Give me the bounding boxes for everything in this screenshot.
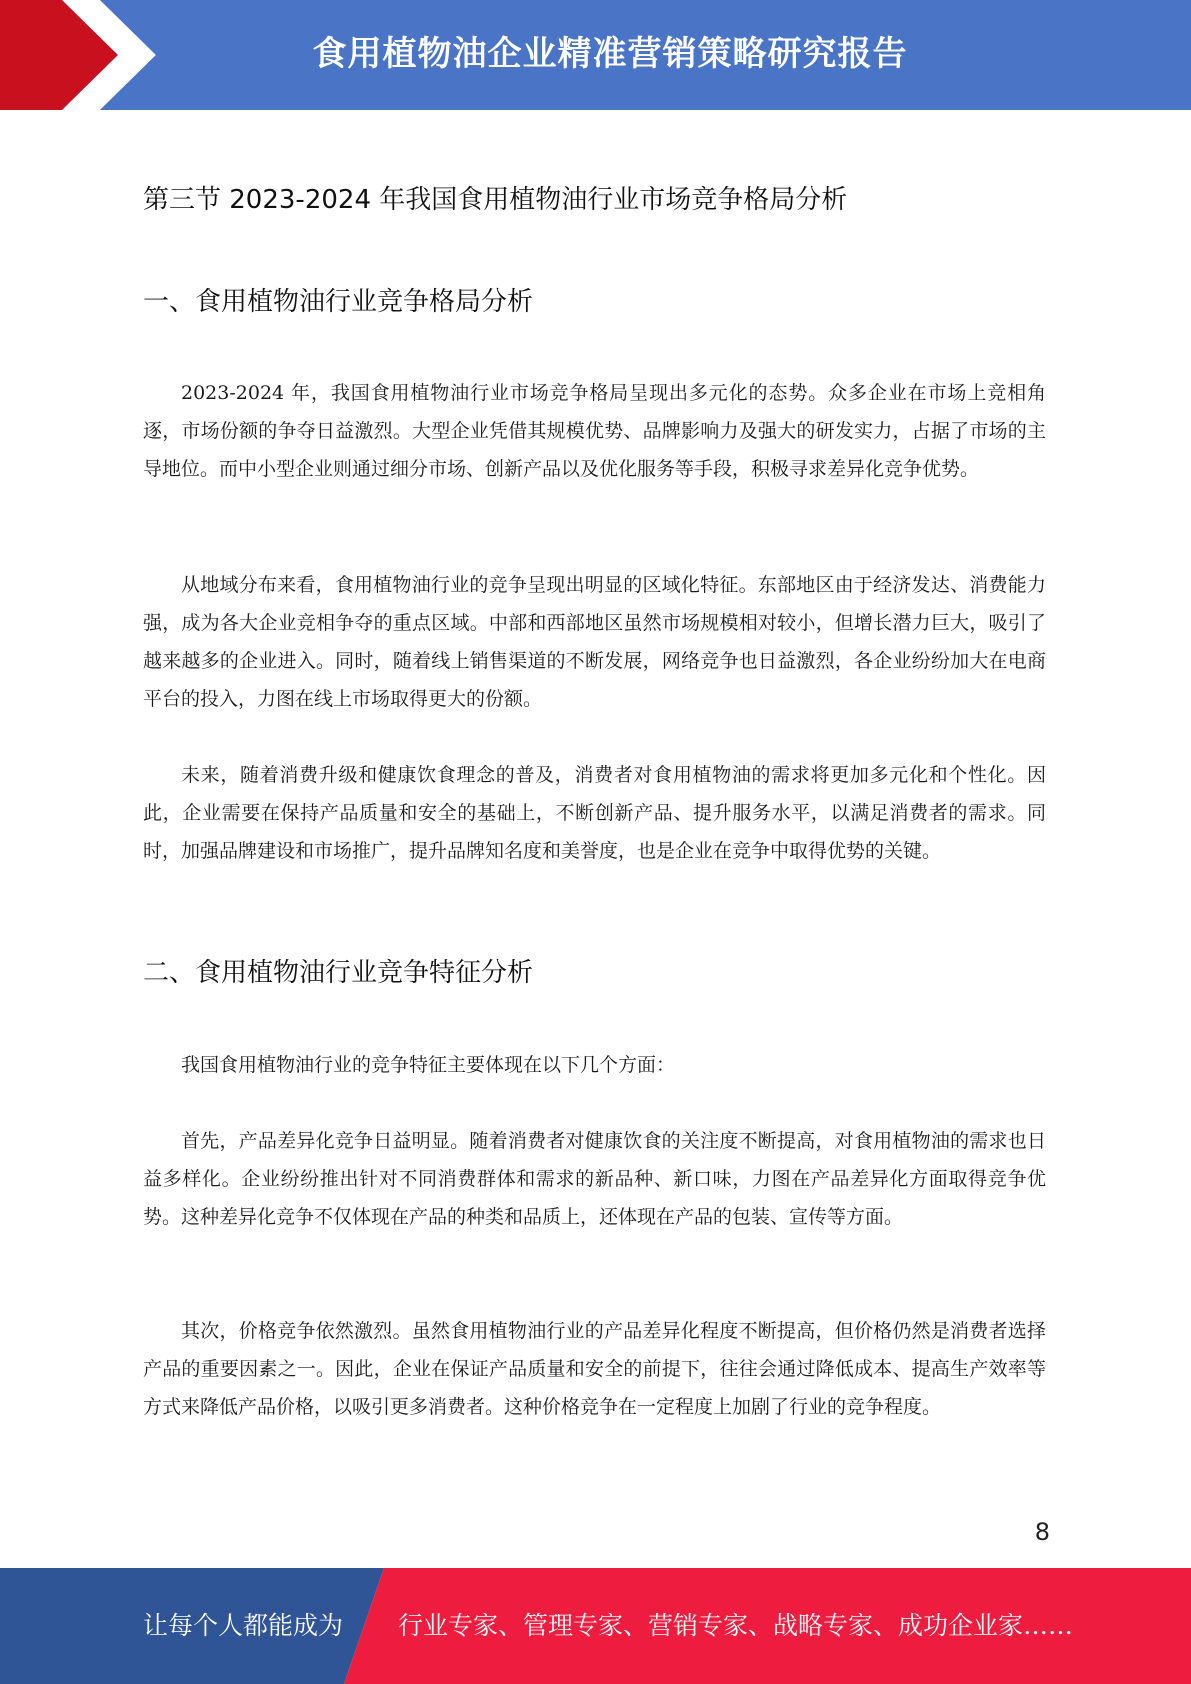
report-title: 食用植物油企业精准营销策略研究报告 (312, 34, 908, 74)
footer-slogan-left: 让每个人都能成为 (143, 1611, 344, 1640)
section-title: 第三节 2023-2024 年我国食用植物油行业市场竞争格局分析 (143, 185, 848, 215)
footer-slogan-right: 行业专家、管理专家、营销专家、战略专家、成功企业家…… (398, 1611, 1074, 1640)
part2-paragraph-1: 我国食用植物油行业的竞争特征主要体现在以下几个方面： (181, 1054, 676, 1076)
part1-paragraph-3: 未来，随着消费升级和健康饮食理念的普及，消费者对食用植物油的需求将更加多元化和个性化。因此，企业需要在保持产品质量和安全的基础上，不断创新产品、提升服务水平，以满足消费者的需求。同时，加强品牌建设和市场推广，提升品牌知名度和美誉度，也是企业在竞争中取得优势的关键。 (143, 764, 1046, 862)
footer-banner (0, 1568, 1191, 1684)
part2-paragraph-2: 首先，产品差异化竞争日益明显。随着消费者对健康饮食的关注度不断提高，对食用植物油的需求也日益多样化。企业纷纷推出针对不同消费群体和需求的新品种、新口味，力图在产品差异化方面取得竞争优势。这种差异化竞争不仅体现在产品的种类和品质上，还体现在产品的包装、宣传等方面。 (143, 1130, 1046, 1228)
part1-heading: 一、食用植物油行业竞争格局分析 (143, 287, 534, 317)
page-number: 8 (1034, 1518, 1050, 1546)
header-banner (0, 0, 1191, 110)
part2-paragraph-3: 其次，价格竞争依然激烈。虽然食用植物油行业的产品差异化程度不断提高，但价格仍然是消费者选择产品的重要因素之一。因此，企业在保证产品质量和安全的前提下，往往会通过降低成本、提高生产效率等方式来降低产品价格，以吸引更多消费者。这种价格竞争在一定程度上加剧了行业的竞争程度。 (143, 1320, 1046, 1418)
part1-paragraph-1: 2023-2024 年，我国食用植物油行业市场竞争格局呈现出多元化的态势。众多企业在市场上竞相角逐，市场份额的争夺日益激烈。大型企业凭借其规模优势、品牌影响力及强大的研发实力，占据了市场的主导地位。而中小型企业则通过细分市场、创新产品以及优化服务等手段，积极寻求差异化竞争优势。 (143, 382, 1046, 480)
part1-paragraph-2: 从地域分布来看，食用植物油行业的竞争呈现出明显的区域化特征。东部地区由于经济发达、消费能力强，成为各大企业竞相争夺的重点区域。中部和西部地区虽然市场规模相对较小，但增长潜力巨大，吸引了越来越多的企业进入。同时，随着线上销售渠道的不断发展，网络竞争也日益激烈，各企业纷纷加大在电商平台的投入，力图在线上市场取得更大的份额。 (143, 574, 1046, 710)
part2-heading: 二、食用植物油行业竞争特征分析 (143, 958, 534, 988)
